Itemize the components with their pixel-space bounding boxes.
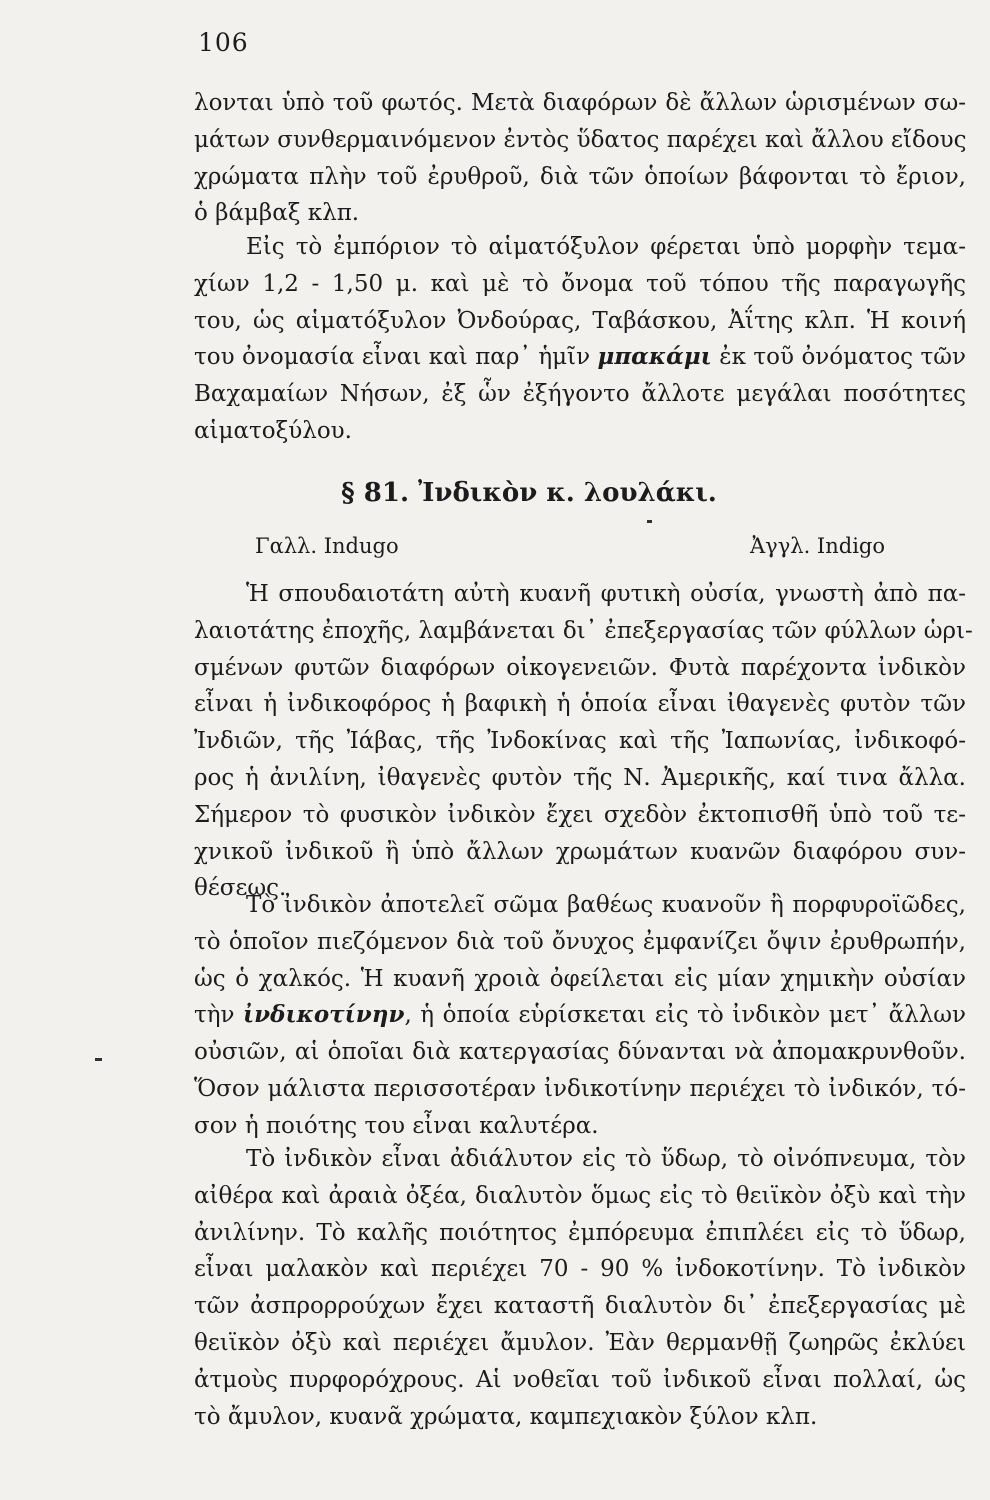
text-line: ἀνιλίνην. Τὸ καλῆς ποιότητος ἐμπόρευμα ἐπιπλέει εἰς τὸ ὕδωρ, xyxy=(194,1219,966,1246)
paragraph-trade-names xyxy=(194,229,966,450)
text-line: θειϊκὸν ὀξὺ καὶ περιέχει ἄμυλον. Ἐὰν θερμανθῇ ζωηρῶς ἐκλύει xyxy=(194,1329,966,1356)
foreign-names xyxy=(255,534,885,558)
text-line: σμένων φυτῶν διαφόρων οἰκογενειῶν. Φυτὰ παρέχοντα ἰνδικὸν xyxy=(194,654,966,681)
text-line: θέσεως. xyxy=(194,875,287,902)
text-line: χνικοῦ ἰνδικοῦ ἢ ὑπὸ ἄλλων χρωμάτων κυανῶν διαφόρου συν- xyxy=(194,838,966,865)
text-run: του ὀνομασία εἶναι καὶ παρ᾽ ἡμῖν xyxy=(194,344,598,371)
paragraph-indigotin xyxy=(194,887,966,1145)
text-line: αἰθέρα καὶ ἀραιὰ ὀξέα, διαλυτὸν ὅμως εἰς τὸ θειϊκὸν ὀξὺ καὶ τὴν xyxy=(194,1182,966,1209)
text-line: Εἰς τὸ ἐμπόριον τὸ αἱματόξυλον φέρεται ὑπὸ μορφὴν τεμα- xyxy=(246,234,966,260)
print-speck xyxy=(95,1058,102,1061)
page-number: 106 xyxy=(198,28,249,57)
text-line: Ὅσον μάλιστα περισσοτέραν ἰνδικοτίνην περιέχει τὸ ἰνδικόν, τό- xyxy=(194,1075,966,1102)
text-line: εἶναι μαλακὸν καὶ περιέχει 70 - 90 % ἰνδοκοτίνην. Τὸ ἰνδικὸν xyxy=(194,1256,966,1283)
text-line: τῶν ἀσπρορρούχων ἔχει καταστῆ διαλυτὸν δι᾽ ἐπεξεργασίας μὲ xyxy=(194,1293,966,1320)
text-line: λονται ὑπὸ τοῦ φωτός. Μετὰ διαφόρων δὲ ἄλλων ὡρισμένων σω- xyxy=(194,90,966,116)
text-line: Ἰνδιῶν, τῆς Ἰάβας, τῆς Ἰνδοκίνας καὶ τῆς Ἰαπωνίας, ἰνδικοφό- xyxy=(194,728,966,755)
text-line: ὡς ὁ χαλκός. Ἡ κυανῆ χροιὰ ὀφείλεται εἰς μίαν χημικὴν οὐσίαν xyxy=(194,965,966,992)
text-line: τὸ ἄμυλον, κυανᾶ χρώματα, καμπεχιακὸν ξύλον κλπ. xyxy=(194,1403,818,1430)
text-line: ὁ βάμβαξ κλπ. xyxy=(194,200,360,227)
text-line: μάτων συνθερμαινόμενον ἐντὸς ὕδατος παρέχει καὶ ἄλλου εἴδους xyxy=(194,126,967,153)
paragraph-solubility xyxy=(194,1141,966,1435)
text-line xyxy=(194,339,966,376)
text-run: , ἡ ὁποία εὑρίσκεται εἰς τὸ ἰνδικὸν μετ᾽ ἄλλων xyxy=(404,1002,967,1029)
emphasized-term: μπακάμι xyxy=(597,343,712,371)
text-line: Σήμερον τὸ φυσικὸν ἰνδικὸν ἔχει σχεδὸν ἐκτοπισθῆ ὑπὸ τοῦ τε- xyxy=(194,801,966,828)
text-line xyxy=(194,997,966,1034)
text-line: ρος ἡ ἀνιλίνη, ἰθαγενὲς φυτὸν τῆς Ν. Ἀμερικῆς, καί τινα ἄλλα. xyxy=(194,764,966,791)
emphasized-term: ἰνδικοτίνην xyxy=(243,1001,405,1029)
text-line: χρώματα πλὴν τοῦ ἐρυθροῦ, διὰ τῶν ὁποίων βάφονται τὸ ἔριον, xyxy=(194,163,966,190)
text-line: λαιοτάτης ἐποχῆς, λαμβάνεται δι᾽ ἐπεξεργασίας τῶν φύλλων ὡρι- xyxy=(194,617,973,644)
text-line: ἀτμοὺς πυρφορόχρους. Αἱ νοθεῖαι τοῦ ἰνδικοῦ εἶναι πολλαί, ὡς xyxy=(194,1366,966,1393)
text-line: Τὸ ἰνδικὸν εἶναι ἀδιάλυτον εἰς τὸ ὕδωρ, τὸ οἰνόπνευμα, τὸν xyxy=(246,1146,966,1172)
text-line: τὸ ὁποῖον πιεζόμενον διὰ τοῦ ὄνυχος ἐμφανίζει ὄψιν ἐρυθρωπήν, xyxy=(194,928,966,955)
text-line: Τὸ ἰνδικὸν ἀποτελεῖ σῶμα βαθέως κυανοῦν ἢ πορφυροϊῶδες, xyxy=(246,892,966,918)
section-heading: § 81. Ἰνδικὸν κ. λουλάκι. xyxy=(341,478,717,508)
text-line: Βαχαμαίων Νήσων, ἐξ ὧν ἐξήγοντο ἄλλοτε μεγάλαι ποσότητες xyxy=(194,381,966,408)
text-line: σον ἡ ποιότης του εἶναι καλυτέρα. xyxy=(194,1112,599,1139)
print-speck xyxy=(647,520,652,523)
paragraph-indigo-sources xyxy=(194,576,973,907)
text-line: Ἡ σπουδαιοτάτη αὐτὴ κυανῆ φυτικὴ οὐσία, γνωστὴ ἀπὸ πα- xyxy=(246,581,966,607)
paragraph-continuation xyxy=(194,85,966,232)
text-line: εἶναι ἡ ἰνδικοφόρος ἡ βαφικὴ ἡ ὁποία εἶναι ἰθαγενὲς φυτὸν τῶν xyxy=(194,691,966,718)
text-run: τὴν xyxy=(194,1002,244,1029)
text-line: χίων 1,2 - 1,50 μ. καὶ μὲ τὸ ὄνομα τοῦ τόπου τῆς παραγωγῆς xyxy=(194,270,966,297)
text-line: οὐσιῶν, αἱ ὁποῖαι διὰ κατεργασίας δύνανται νὰ ἀπομακρυνθοῦν. xyxy=(194,1039,966,1066)
text-line: του, ὡς αἱματόξυλον Ὀνδούρας, Ταβάσκου, Ἀΐτης κλπ. Ἡ κοινή xyxy=(194,307,966,334)
text-line: αἱματοξύλου. xyxy=(194,417,352,444)
text-run: ἐκ τοῦ ὀνόματος τῶν xyxy=(711,344,966,371)
french-name: Γαλλ. Indugo xyxy=(255,534,399,558)
english-name: Ἀγγλ. Indigo xyxy=(750,534,885,558)
